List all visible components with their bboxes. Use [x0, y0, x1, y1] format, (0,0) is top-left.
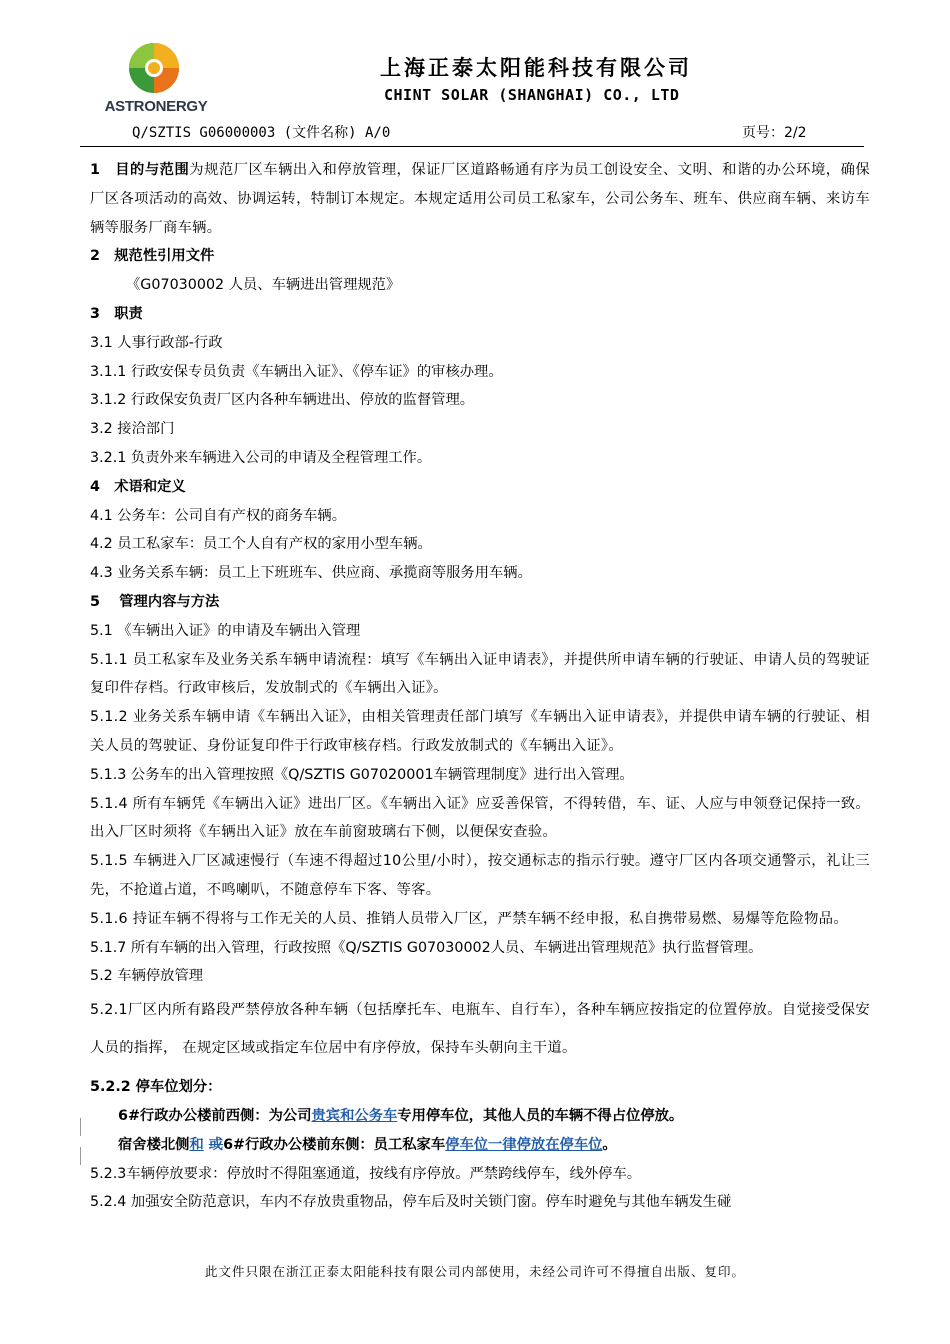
- clause-3-2-1: 3.2.1 负责外来车辆进入公司的申请及全程管理工作。: [90, 449, 432, 466]
- parking-east-text-mid: 6#行政办公楼前东侧：员工私家车: [223, 1136, 446, 1153]
- clause-3-1-2: 3.1.2 行政保安负责厂区内各种车辆进出、停放的监督管理。: [90, 392, 475, 409]
- parking-east-text: 宿舍楼北侧: [118, 1136, 190, 1153]
- tracked-delete-or: 或: [208, 1136, 224, 1153]
- parking-west-text-end: 专用停车位，其他人员的车辆不得占位停放。: [397, 1107, 684, 1124]
- change-bar: [80, 1118, 81, 1136]
- parking-west-text: 6#行政办公楼前西侧：为公司: [118, 1107, 312, 1124]
- tracked-parking-spot: 停车位: [445, 1136, 489, 1153]
- parking-east-end: 。: [602, 1136, 617, 1153]
- clause-4-2: 4.2 员工私家车：员工个人自有产权的家用小型车辆。: [90, 536, 432, 553]
- change-bar: [80, 1147, 81, 1165]
- document-code: Q/SZTIS G06000003 (文件名称) A/0: [132, 125, 391, 141]
- section-1-heading: 1 目的与范围: [90, 162, 190, 178]
- section-3-heading: 3 职责: [90, 305, 143, 322]
- section-5-heading: 5 管理内容与方法: [90, 593, 220, 610]
- clause-5-1-2: 5.1.2 业务关系车辆申请《车辆出入证》，由相关管理责任部门填写《车辆出入证申请表》，并提供申请车辆的行驶证、相关人员的驾驶证、身份证复印件于行政审核存档。行政发放制式的《车辆出入证》。: [90, 709, 870, 754]
- clause-5-2-4: 5.2.4 加强安全防范意识，车内不存放贵重物品，停车后及时关锁门窗。停车时避免与其他车辆发生碰: [90, 1194, 732, 1211]
- clause-3-1: 3.1 人事行政部-行政: [90, 334, 223, 351]
- clause-5-2: 5.2 车辆停放管理: [90, 968, 204, 985]
- clause-5-1: 5.1 《车辆出入证》的申请及车辆出入管理: [90, 622, 361, 639]
- section-2-heading: 2 规范性引用文件: [90, 248, 215, 265]
- clause-3-2: 3.2 接洽部门: [90, 421, 175, 438]
- clause-3-1-1: 3.1.1 行政安保专员负责《车辆出入证》、《停车证》的审核办理。: [90, 363, 503, 380]
- tracked-parking-rule: 一律停放在停车位: [488, 1136, 603, 1153]
- page-number: 页号：2/2: [742, 125, 807, 141]
- clause-5-1-7: 5.1.7 所有车辆的出入管理，行政按照《Q/SZTIS G07030002人员、车辆进出管理规范》执行监督管理。: [90, 939, 763, 956]
- company-name-cn: 上海正泰太阳能科技有限公司: [380, 56, 692, 80]
- clause-5-2-1: 5.2.1厂区内所有路段严禁停放各种车辆（包括摩托车、电瓶车、自行车），各种车辆应按指定的位置停放。自觉接受保安人员的指挥， 在规定区域或指定车位居中有序停放，保持车头朝向主干道。: [90, 1002, 870, 1057]
- section-1-text: 为规范厂区车辆出入和停放管理，保证厂区道路畅通有序为员工创设安全、文明、和谐的办公环境，确保厂区各项活动的高效、协调运转，特制订本规定。本规定适用公司员工私家车，公司公务车、班车、供应商车辆、来访车辆等服务厂商车辆。: [90, 162, 870, 236]
- clause-5-1-4: 5.1.4 所有车辆凭《车辆出入证》进出厂区。《车辆出入证》应妥善保管，不得转借，车、证、人应与申领登记保持一致。出入厂区时须将《车辆出入证》放在车前窗玻璃右下侧，以便保安查验。: [90, 795, 871, 841]
- document-body: [90, 156, 870, 1217]
- header-divider: [80, 146, 864, 147]
- section-1-paragraph: [90, 156, 870, 242]
- clause-5-2-3: 5.2.3车辆停放要求：停放时不得阻塞通道，按线有序停放。严禁跨线停车，线外停车。: [90, 1165, 642, 1182]
- vip-parking-link: 贵宾和公务车: [311, 1107, 398, 1124]
- clause-4-3: 4.3 业务关系车辆：员工上下班班车、供应商、承揽商等服务用车辆。: [90, 565, 532, 582]
- clause-4-1: 4.1 公务车：公司自有产权的商务车辆。: [90, 507, 347, 524]
- clause-5-1-6: 5.1.6 持证车辆不得将与工作无关的人员、推销人员带入厂区，严禁车辆不经申报，私自携带易燃、易爆等危险物品。: [90, 910, 848, 927]
- parking-line-west: [90, 1102, 870, 1131]
- section-4-heading: 4 术语和定义: [90, 478, 186, 495]
- logo-text: ASTRONERGY: [104, 98, 208, 115]
- clause-5-1-3: 5.1.3 公务车的出入管理按照《Q/SZTIS G07020001车辆管理制度》进行出入管理。: [90, 766, 634, 783]
- parking-line-east: [90, 1131, 870, 1160]
- company-logo: [96, 42, 216, 122]
- clause-5-1-5: 5.1.5 车辆进入厂区减速慢行（车速不得超过10公里/小时），按交通标志的指示行驶。遵守厂区内各项交通警示，礼让三先，不抢道占道，不鸣喇叭，不随意停车下客、等客。: [90, 853, 870, 898]
- clause-5-1-1: 5.1.1 员工私家车及业务关系车辆申请流程：填写《车辆出入证申请表》，并提供所申请车辆的行驶证、申请人员的驾驶证复印件存档。行政审核后，发放制式的《车辆出入证》。: [90, 651, 871, 697]
- company-name-en: CHINT SOLAR (SHANGHAI) CO., LTD: [384, 86, 680, 104]
- reference-document: 《G07030002 人员、车辆进出管理规范》: [126, 277, 401, 294]
- footer-notice: 此文件只限在浙江正泰太阳能科技有限公司内部使用，未经公司许可不得擅自出版、复印。: [204, 1264, 745, 1279]
- tracked-insert-and: 和: [189, 1136, 204, 1153]
- logo-sun-icon: [128, 42, 180, 94]
- clause-5-2-2-heading: 5.2.2 停车位划分：: [90, 1079, 222, 1096]
